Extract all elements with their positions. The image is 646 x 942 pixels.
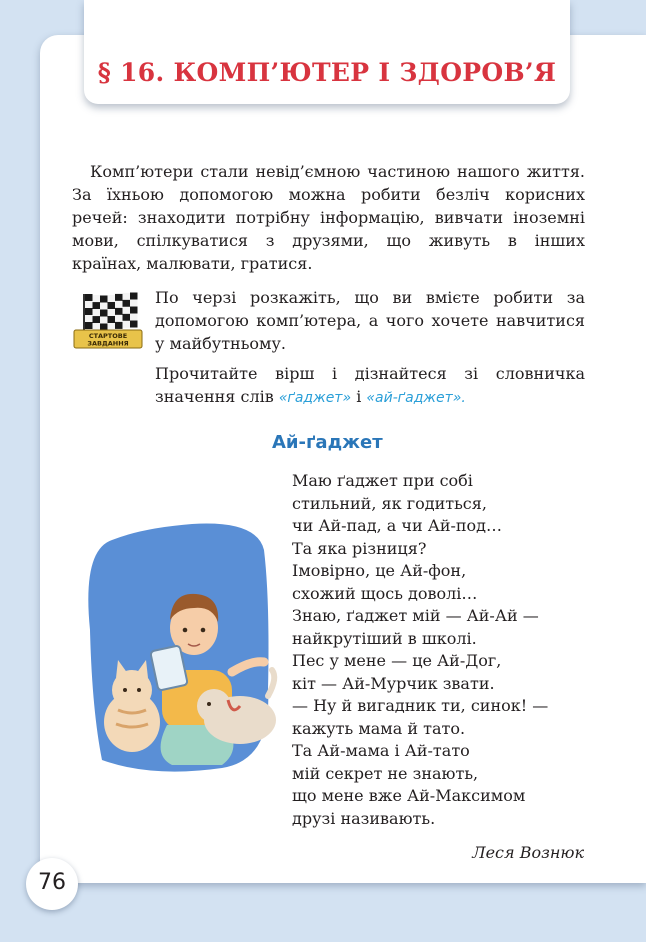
poem-line: кіт — Ай-Мурчик звати.	[292, 673, 495, 693]
poem-line: Та Ай-мама і Ай-тато	[292, 741, 470, 760]
task1-paragraph	[155, 286, 585, 355]
task-label-line2: ЗАВДАННЯ	[87, 339, 129, 348]
term-ai-gadget: «ай-ґаджет».	[366, 390, 466, 406]
flag-cell	[85, 294, 93, 301]
title-tab	[84, 0, 570, 104]
flag-cell	[108, 295, 116, 302]
flag-cell	[108, 316, 116, 323]
flag-cell	[93, 323, 101, 330]
intro-line: речей: знаходити потрібну інформацію, вивчати іноземні	[72, 208, 585, 227]
flag-cell	[108, 323, 116, 330]
boy-with-tablet-illustration	[72, 510, 282, 780]
task1-line: допомогою комп’ютера, а чого хочете навчитися	[155, 311, 585, 330]
flag-cell	[115, 294, 123, 301]
flag-cell	[130, 314, 138, 321]
flag-cell	[85, 315, 93, 322]
flag-cell	[115, 315, 123, 322]
poem-line: схожий щось доволі…	[292, 583, 478, 603]
flag-cell	[123, 293, 131, 300]
flag-cell	[115, 322, 123, 329]
term-gadget: «ґаджет»	[278, 390, 352, 406]
flag-cell	[108, 302, 116, 309]
flag-cell	[108, 309, 116, 316]
flag-cell	[130, 307, 138, 314]
poem-line: друзі називають.	[292, 808, 436, 828]
flag-cell	[93, 316, 101, 323]
task1-line: у майбутньому.	[155, 334, 286, 353]
poem-line: Знаю, ґаджет мій — Ай-Ай —	[292, 606, 539, 625]
flag-cell	[85, 308, 93, 315]
flag-cell	[93, 302, 101, 309]
flag-cell	[123, 314, 131, 321]
poem-line: Пес у мене — це Ай-Дог,	[292, 651, 502, 670]
page-title: § 16. КОМП’ЮТЕР І ЗДОРОВ’Я	[97, 58, 557, 87]
flag-cell	[100, 302, 108, 309]
task2-line2	[155, 385, 585, 408]
poem	[292, 470, 548, 830]
intro-line: мови, спілкуватися з друзями, що живуть в інших	[72, 231, 585, 250]
flag-cell	[115, 308, 123, 315]
poem-line: мій секрет не знають,	[292, 763, 479, 783]
poem-line: кажуть мама й тато.	[292, 718, 466, 738]
flag-cell	[100, 309, 108, 316]
page-number: 76	[38, 870, 66, 895]
flag-cell	[100, 295, 108, 302]
flag-cell	[123, 300, 131, 307]
poem-title: Ай-ґаджет	[272, 432, 383, 453]
poem-line: — Ну й вигадник ти, синок! —	[292, 696, 549, 715]
poem-line: Та яка різниця?	[292, 538, 427, 558]
intro-line: країнах, малювати, гратися.	[72, 254, 313, 273]
intro-line: Комп’ютери стали невід’ємною частиною нашого життя.	[90, 162, 585, 181]
flag-cell	[130, 293, 138, 300]
poem-line: Імовірно, це Ай-фон,	[292, 561, 467, 580]
flag-cell	[123, 321, 131, 328]
task1-line: По черзі розкажіть, що ви вмієте робити за	[155, 288, 585, 307]
flag-cell	[130, 321, 138, 328]
intro-line: За їхньою допомогою можна робити безліч корисних	[72, 185, 585, 204]
task2-line: Прочитайте вірш і дізнайтеся зі словничка	[155, 364, 585, 383]
poem-line: чи Ай-пад, а чи Ай-под…	[292, 516, 503, 535]
flag-cell	[93, 295, 101, 302]
task2-conj: і	[351, 387, 367, 406]
poem-line: Маю ґаджет при собі	[292, 471, 473, 490]
flag-cell	[123, 307, 131, 314]
flag-cell	[100, 316, 108, 323]
flag-cell	[85, 322, 93, 329]
checkered-flag-icon	[72, 288, 144, 350]
poem-line: найкрутіший в школі.	[292, 628, 477, 648]
task2-prefix: значення слів	[155, 387, 279, 406]
poem-line: що мене вже Ай-Максимом	[292, 786, 526, 805]
task2-paragraph	[155, 362, 585, 408]
intro-paragraph	[72, 160, 585, 275]
poem-author: Леся Вознюк	[472, 843, 584, 862]
flag-cell	[93, 309, 101, 316]
flag-cell	[100, 323, 108, 330]
poem-line: стильний, як годиться,	[292, 493, 487, 513]
flag-cell	[115, 301, 123, 308]
flag-cell	[130, 300, 138, 307]
task-label-line1: СТАРТОВЕ	[88, 332, 128, 340]
flag-cell	[85, 301, 93, 308]
